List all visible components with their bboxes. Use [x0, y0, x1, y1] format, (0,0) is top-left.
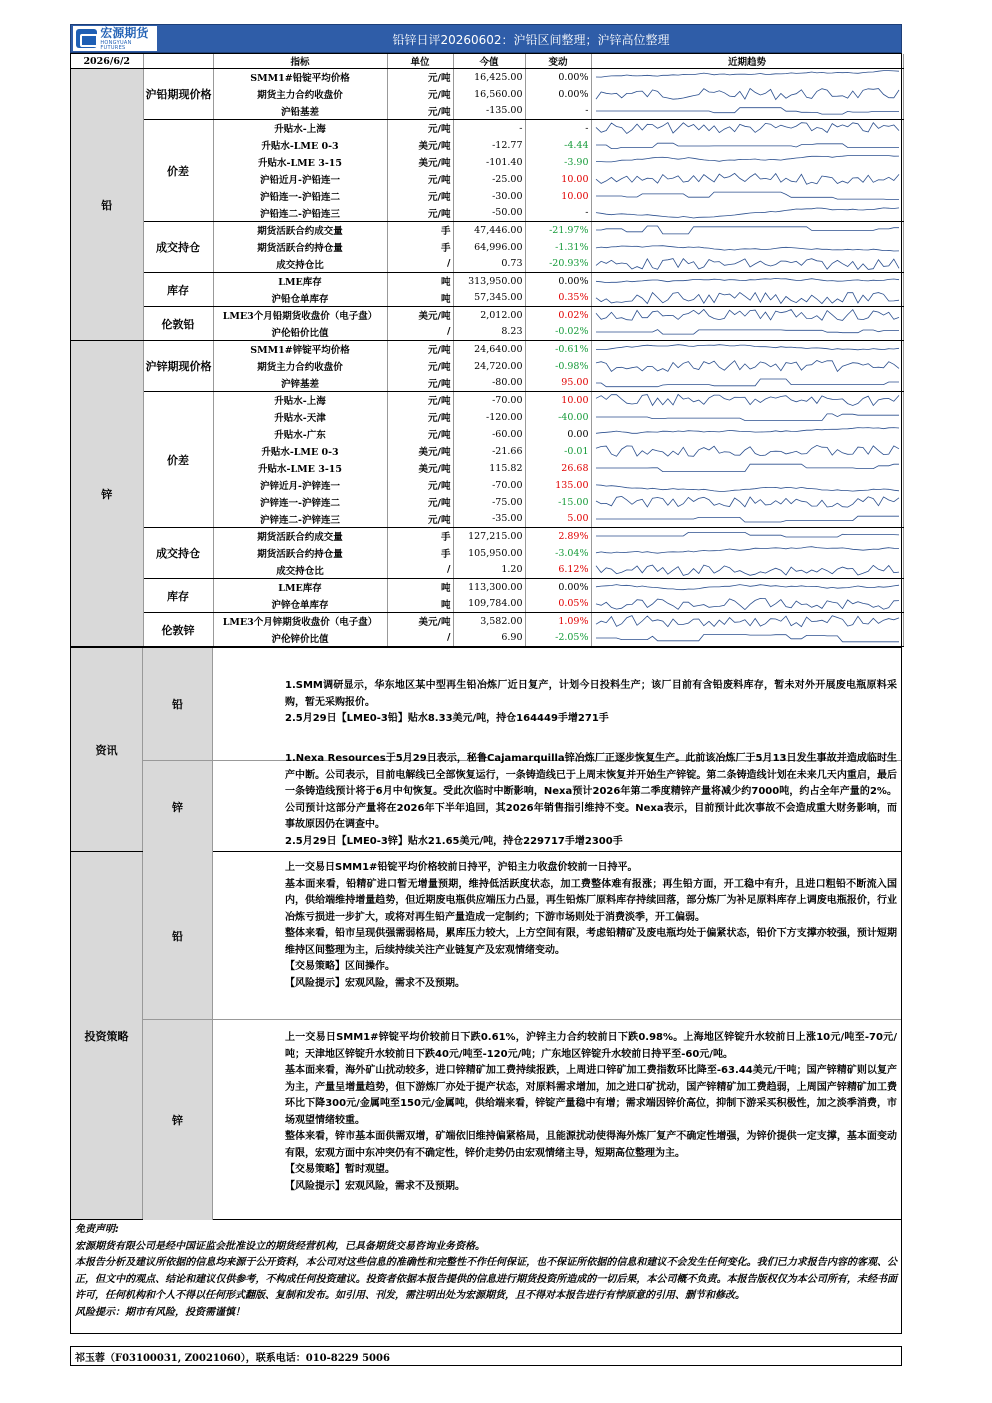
change-value: 0.00% — [525, 579, 591, 596]
unit: 手 — [387, 222, 453, 239]
sparkline-line — [592, 290, 903, 306]
sub-category-label: 库存 — [143, 273, 213, 307]
paragraph: 1.SMM调研显示，华东地区某中型再生铅冶炼厂近日复产，计划今日投料生产；该厂目前有含铅废料库存，暂未对外开展废电瓶原料采购，暂无采购报价。 — [285, 680, 897, 708]
trend-sparkline — [591, 273, 903, 290]
change-value: 10.00 — [525, 188, 591, 205]
change-value: 0.00% — [525, 273, 591, 290]
today-value: -21.66 — [453, 443, 525, 460]
today-value: -120.00 — [453, 409, 525, 426]
table-row — [71, 273, 903, 290]
trend-sparkline — [591, 528, 903, 545]
today-value: -135.00 — [453, 103, 525, 120]
paragraph: 【交易策略】暂时观望。 — [285, 1164, 395, 1175]
column-trend: 近期趋势 — [591, 54, 903, 69]
sparkline-line — [592, 630, 903, 646]
analyst-contact: 祁玉蓉（F03100031, Z0021060），联系电话：010-8229 5006 — [70, 1346, 902, 1366]
change-value: 0.05% — [525, 596, 591, 613]
change-value: -3.90 — [525, 154, 591, 171]
unit: 元/吨 — [387, 392, 453, 409]
indicator-name: 升贴水-天津 — [213, 409, 387, 426]
trend-sparkline — [591, 477, 903, 494]
change-value: -40.00 — [525, 409, 591, 426]
today-value: 1.20 — [453, 562, 525, 579]
change-value: 6.12% — [525, 562, 591, 579]
indicator-name: 沪铅近月-沪铅连一 — [213, 171, 387, 188]
unit: 元/吨 — [387, 477, 453, 494]
change-value: -0.61% — [525, 341, 591, 358]
paragraph: 【风险提示】宏观风险，需求不及预期。 — [285, 977, 465, 989]
news-label: 资讯 — [71, 648, 143, 851]
indicator-name: 期货主力合约收盘价 — [213, 358, 387, 375]
trend-sparkline — [591, 358, 903, 375]
sparkline-line — [592, 307, 903, 323]
today-value: -35.00 — [453, 511, 525, 528]
unit: 元/吨 — [387, 511, 453, 528]
unit: 元/吨 — [387, 341, 453, 358]
change-value: 135.00 — [525, 477, 591, 494]
sparkline-line — [592, 579, 903, 595]
lead-group-label: 铅 — [71, 69, 143, 341]
news-lead-text — [213, 648, 901, 760]
indicator-name: 沪锌连一-沪锌连二 — [213, 494, 387, 511]
sparkline-line — [592, 596, 903, 612]
trend-sparkline — [591, 579, 903, 596]
today-value: 313,950.00 — [453, 273, 525, 290]
indicator-name: SMM1#铅锭平均价格 — [213, 69, 387, 86]
change-value: 0.00 — [525, 426, 591, 443]
indicator-name: 期货主力合约收盘价 — [213, 86, 387, 103]
indicator-name: 期货活跃合约持仓量 — [213, 239, 387, 256]
today-value: 2,012.00 — [453, 307, 525, 324]
indicator-name: 升贴水-上海 — [213, 392, 387, 409]
sparkline-line — [592, 137, 903, 153]
change-value: -0.02% — [525, 324, 591, 341]
sparkline-line — [592, 171, 903, 187]
indicator-name: 沪铅连二-沪铅连三 — [213, 205, 387, 222]
today-value: 8.23 — [453, 324, 525, 341]
paragraph: 上一交易日SMM1#铅锭平均价格较前日持平，沪铅主力收盘价较前一日持平。 — [285, 862, 638, 873]
zinc-group-label: 锌 — [71, 341, 143, 647]
indicator-name: 沪锌基差 — [213, 375, 387, 392]
news-lead — [143, 648, 901, 761]
paragraph: 【风险提示】宏观风险，需求不及预期。 — [285, 1180, 465, 1192]
trend-sparkline — [591, 409, 903, 426]
trend-sparkline — [591, 137, 903, 154]
sparkline-line — [592, 443, 903, 459]
strategy-zinc — [143, 1020, 901, 1220]
change-value: 26.68 — [525, 460, 591, 477]
sub-category-label: 成交持仓 — [143, 528, 213, 579]
indicator-name: 成交持仓比 — [213, 562, 387, 579]
indicator-name: 升贴水-LME 3-15 — [213, 154, 387, 171]
trend-sparkline — [591, 460, 903, 477]
table-row — [71, 613, 903, 630]
column-today: 今值 — [453, 54, 525, 69]
change-value: - — [525, 205, 591, 222]
change-value: 5.00 — [525, 511, 591, 528]
trend-sparkline — [591, 596, 903, 613]
unit: 元/吨 — [387, 103, 453, 120]
trend-sparkline — [591, 613, 903, 630]
unit: 吨 — [387, 579, 453, 596]
trend-sparkline — [591, 239, 903, 256]
indicator-name: LME库存 — [213, 579, 387, 596]
sparkline-line — [592, 358, 903, 374]
sparkline-line — [592, 120, 903, 136]
today-value: -75.00 — [453, 494, 525, 511]
paragraph: 本报告分析及建议所依据的信息均来源于公开资料，本公司对这些信息的准确性和完整性不作任何保证，也不保证所依据的信息和建议不会发生任何变化。我们已力求报告内容的客观、公正，但文中的观点、结论和建议仅供参考，不构成任何投资建议。投资者依据本报告提供的信息进行期货投资所造成的一切后果，本公司概不负责。本报告版权仅为本公司所有，未经书面许可，任何机构和个人不得以任何形式翻版、复制和发布。如引用、刊发，需注明出处为宏源期货，且不得对本报告进行有悖原意的引用、删节和修改。 — [75, 1257, 897, 1301]
indicator-name: 沪锌近月-沪锌连一 — [213, 477, 387, 494]
column-indicator: 指标 — [213, 54, 387, 69]
strategy-section — [70, 852, 902, 1220]
sparkline-line — [592, 69, 903, 85]
unit: / — [387, 324, 453, 341]
table-header-row — [71, 54, 903, 69]
sparkline-line — [592, 511, 903, 527]
strategy-lead-text — [213, 852, 901, 1019]
today-value: -70.00 — [453, 477, 525, 494]
unit: 元/吨 — [387, 358, 453, 375]
sub-category-label: 沪锌期现价格 — [143, 341, 213, 392]
sparkline-line — [592, 273, 903, 289]
unit: 元/吨 — [387, 69, 453, 86]
sparkline-line — [592, 494, 903, 510]
indicator-name: 沪锌连二-沪锌连三 — [213, 511, 387, 528]
unit: 元/吨 — [387, 375, 453, 392]
sparkline-line — [592, 460, 903, 476]
unit: 手 — [387, 528, 453, 545]
trend-sparkline — [591, 511, 903, 528]
trend-sparkline — [591, 630, 903, 647]
paragraph: 1.Nexa Resources于5月29日表示，秘鲁Cajamarquilla锌冶炼厂正逐步恢复生产。此前该冶炼厂于5月13日发生事故并造成临时生产中断。公司表示，目前电解线已全部恢复运行，一条铸造线已于上周末恢复并开始生产锌锭。第二条铸造线计划在未来几天内重启，最后一条铸造线预计将于6月中旬恢复。受此次临时中断影响，Nexa预计2026年第二季度精锌产量将减少约7000吨，约占全年产量的2%。公司预计这部分产量将在2026年下半年追回，其2026年销售指引维持不变。Nexa表示，目前预计此次事故不会造成重大财务影响，而事故原因仍在调查中。 — [285, 753, 897, 830]
today-value: 127,215.00 — [453, 528, 525, 545]
today-value: 47,446.00 — [453, 222, 525, 239]
strategy-zinc-text — [213, 1020, 901, 1220]
trend-sparkline — [591, 154, 903, 171]
table-row — [71, 392, 903, 409]
today-value: -30.00 — [453, 188, 525, 205]
unit: 美元/吨 — [387, 443, 453, 460]
trend-sparkline — [591, 171, 903, 188]
paragraph: 2.5月29日【LME0-3铅】贴水8.33美元/吨，持仓164449手增271手 — [285, 713, 609, 724]
change-value: 2.89% — [525, 528, 591, 545]
unit: / — [387, 256, 453, 273]
news-lead-label: 铅 — [143, 648, 213, 760]
today-value: -101.40 — [453, 154, 525, 171]
trend-sparkline — [591, 86, 903, 103]
today-value: -70.00 — [453, 392, 525, 409]
indicator-name: 成交持仓比 — [213, 256, 387, 273]
today-value: -12.77 — [453, 137, 525, 154]
indicator-name: LME3个月锌期货收盘价（电子盘） — [213, 613, 387, 630]
unit: 元/吨 — [387, 494, 453, 511]
unit: 吨 — [387, 596, 453, 613]
sparkline-line — [592, 86, 903, 102]
strategy-label: 投资策略 — [71, 852, 143, 1219]
report-header — [70, 24, 902, 53]
sparkline-line — [592, 375, 903, 391]
indicator-name: 升贴水-上海 — [213, 120, 387, 137]
indicator-name: 升贴水-LME 0-3 — [213, 443, 387, 460]
paragraph: 2.5月29日【LME0-3锌】贴水21.65美元/吨，持仓229717手增2300手 — [285, 835, 623, 847]
today-value: -25.00 — [453, 171, 525, 188]
paragraph: 上一交易日SMM1#锌锭平均价较前日下跌0.61%，沪锌主力合约较前日下跌0.98%。上海地区锌锭升水较前日上涨10元/吨至-70元/吨；天津地区锌锭升水较前日下跌40元/吨至-120元/吨；广东地区锌锭升水较前日持平至-60元/吨。 — [285, 1032, 897, 1060]
trend-sparkline — [591, 69, 903, 86]
today-value: 24,640.00 — [453, 341, 525, 358]
change-value: -2.05% — [525, 630, 591, 647]
trend-sparkline — [591, 103, 903, 120]
change-value: 10.00 — [525, 392, 591, 409]
sparkline-line — [592, 256, 903, 272]
indicator-name: 期货活跃合约持仓量 — [213, 545, 387, 562]
indicator-name: SMM1#锌锭平均价格 — [213, 341, 387, 358]
trend-sparkline — [591, 222, 903, 239]
column-change: 变动 — [525, 54, 591, 69]
change-value: 10.00 — [525, 171, 591, 188]
report-title: 铅锌日评20260602：沪铅区间整理；沪锌高位整理 — [392, 33, 670, 47]
table-row — [71, 341, 903, 358]
sparkline-line — [592, 324, 903, 340]
unit: 元/吨 — [387, 205, 453, 222]
today-value: 3,582.00 — [453, 613, 525, 630]
sub-category-label: 价差 — [143, 392, 213, 528]
indicator-name: 沪锌仓单库存 — [213, 596, 387, 613]
disclaimer-title: 免责声明: — [75, 1224, 119, 1235]
sparkline-line — [592, 409, 903, 425]
price-table — [70, 53, 902, 648]
unit: 元/吨 — [387, 86, 453, 103]
sub-category-label: 伦敦锌 — [143, 613, 213, 647]
unit: 美元/吨 — [387, 613, 453, 630]
unit: 元/吨 — [387, 188, 453, 205]
change-value: -0.01 — [525, 443, 591, 460]
change-value: 0.00% — [525, 69, 591, 86]
trend-sparkline — [591, 341, 903, 358]
trend-sparkline — [591, 324, 903, 341]
unit: 元/吨 — [387, 426, 453, 443]
today-value: 24,720.00 — [453, 358, 525, 375]
today-value: -60.00 — [453, 426, 525, 443]
today-value: 6.90 — [453, 630, 525, 647]
paragraph: 整体来看，锌市基本面供需双增，矿端依旧维持偏紧格局，且能源扰动使得海外炼厂复产不确定性增强，为锌价提供一定支撑，基本面变动有限，宏观方面中东冲突仍有不确定性，锌价走势仍由宏观情绪主导，短期高位整理为主。 — [285, 1131, 897, 1159]
indicator-name: LME库存 — [213, 273, 387, 290]
trend-sparkline — [591, 426, 903, 443]
table-row — [71, 69, 903, 86]
sparkline-line — [592, 222, 903, 238]
unit: 元/吨 — [387, 171, 453, 188]
sub-category-label: 库存 — [143, 579, 213, 613]
company-logo — [73, 26, 157, 51]
today-value: - — [453, 120, 525, 137]
today-value: 0.73 — [453, 256, 525, 273]
indicator-name: 期货活跃合约成交量 — [213, 222, 387, 239]
unit: 手 — [387, 239, 453, 256]
news-section — [70, 648, 902, 852]
trend-sparkline — [591, 494, 903, 511]
change-value: 95.00 — [525, 375, 591, 392]
unit: 美元/吨 — [387, 137, 453, 154]
logo-english-name: HONGYUAN FUTURES — [100, 39, 132, 51]
change-value: -20.93% — [525, 256, 591, 273]
sub-category-label: 价差 — [143, 120, 213, 222]
trend-sparkline — [591, 562, 903, 579]
today-value: 16,560.00 — [453, 86, 525, 103]
change-value: -1.31% — [525, 239, 591, 256]
indicator-name: 升贴水-LME 0-3 — [213, 137, 387, 154]
change-value: 0.00% — [525, 86, 591, 103]
today-value: 64,996.00 — [453, 239, 525, 256]
sparkline-line — [592, 341, 903, 357]
sub-category-label: 伦敦铅 — [143, 307, 213, 341]
today-value: 109,784.00 — [453, 596, 525, 613]
trend-sparkline — [591, 375, 903, 392]
today-value: -50.00 — [453, 205, 525, 222]
unit: 元/吨 — [387, 409, 453, 426]
report-date: 2026/6/2 — [71, 54, 143, 69]
sub-category-label: 成交持仓 — [143, 222, 213, 273]
indicator-name: 沪铅仓单库存 — [213, 290, 387, 307]
change-value: 0.02% — [525, 307, 591, 324]
indicator-name: 期货活跃合约成交量 — [213, 528, 387, 545]
disclaimer — [70, 1220, 902, 1334]
table-row — [71, 222, 903, 239]
sparkline-line — [592, 545, 903, 561]
change-value: -3.04% — [525, 545, 591, 562]
sparkline-line — [592, 205, 903, 221]
change-value: -21.97% — [525, 222, 591, 239]
table-row — [71, 579, 903, 596]
sparkline-line — [592, 392, 903, 408]
indicator-name: 沪铅基差 — [213, 103, 387, 120]
change-value: -0.98% — [525, 358, 591, 375]
today-value: -80.00 — [453, 375, 525, 392]
trend-sparkline — [591, 545, 903, 562]
change-value: -15.00 — [525, 494, 591, 511]
unit: 美元/吨 — [387, 307, 453, 324]
sparkline-line — [592, 426, 903, 442]
today-value: 105,950.00 — [453, 545, 525, 562]
indicator-name: 沪伦锌价比值 — [213, 630, 387, 647]
table-row — [71, 528, 903, 545]
indicator-name: LME3个月铅期货收盘价（电子盘） — [213, 307, 387, 324]
paragraph: 整体来看，铅市呈现供强需弱格局，累库压力较大，上方空间有限，考虑铅精矿及废电瓶均处于偏紧状态，铅价下方支撑亦较强，预计短期维持区间整理为主，后续持续关注产业链复产及宏观情绪变动。 — [285, 928, 897, 956]
change-value: -4.44 — [525, 137, 591, 154]
today-value: 57,345.00 — [453, 290, 525, 307]
table-row — [71, 120, 903, 137]
unit: / — [387, 562, 453, 579]
sparkline-line — [592, 154, 903, 170]
trend-sparkline — [591, 256, 903, 273]
trend-sparkline — [591, 120, 903, 137]
unit: 美元/吨 — [387, 154, 453, 171]
indicator-name: 沪伦铅价比值 — [213, 324, 387, 341]
paragraph: 基本面来看，海外矿山扰动较多，进口锌精矿加工费持续报跌，上周进口锌矿加工费指数环比降至-63.44美元/干吨；国产锌精矿则以复产为主，产量呈增量趋势，但下游炼厂亦处于提产状态，对原料需求增加，加之进口矿扰动，国产锌精矿加工费趋弱，上周国产锌精矿加工费环比下降300元/金属吨至150元/金属吨，供给端来看，锌锭产量稳中有增；需求端因锌价高位，抑制下游采买积极性，加之淡季消费，市场观望情绪较重。 — [285, 1065, 897, 1126]
unit: 美元/吨 — [387, 460, 453, 477]
change-value: 1.09% — [525, 613, 591, 630]
news-zinc-label: 锌 — [143, 761, 213, 852]
sparkline-line — [592, 188, 903, 204]
sparkline-line — [592, 239, 903, 255]
sparkline-line — [592, 528, 903, 544]
column-unit: 单位 — [387, 54, 453, 69]
trend-sparkline — [591, 205, 903, 222]
trend-sparkline — [591, 443, 903, 460]
logo-icon — [76, 29, 97, 48]
strategy-lead-label: 铅 — [143, 852, 213, 1019]
sparkline-line — [592, 103, 903, 119]
news-zinc — [143, 753, 901, 852]
sparkline-line — [592, 613, 903, 629]
today-value: 113,300.00 — [453, 579, 525, 596]
indicator-name: 升贴水-LME 3-15 — [213, 460, 387, 477]
indicator-name: 沪铅连一-沪铅连二 — [213, 188, 387, 205]
trend-sparkline — [591, 290, 903, 307]
unit: 吨 — [387, 290, 453, 307]
sparkline-line — [592, 477, 903, 493]
unit: 元/吨 — [387, 120, 453, 137]
trend-sparkline — [591, 392, 903, 409]
strategy-zinc-label: 锌 — [143, 1020, 213, 1220]
news-zinc-text — [213, 751, 901, 852]
sub-category-label: 沪铅期现价格 — [143, 69, 213, 120]
change-value: - — [525, 103, 591, 120]
logo-name: 宏源期货 — [100, 25, 149, 40]
today-value: 115.82 — [453, 460, 525, 477]
paragraph: 宏源期货有限公司是经中国证监会批准设立的期货经营机构，已具备期货交易咨询业务资格。 — [75, 1240, 485, 1252]
sparkline-line — [592, 562, 903, 578]
paragraph: 【交易策略】区间操作。 — [285, 961, 395, 972]
indicator-name: 升贴水-广东 — [213, 426, 387, 443]
today-value: 16,425.00 — [453, 69, 525, 86]
paragraph: 风险提示：期市有风险，投资需谨慎！ — [75, 1306, 245, 1318]
unit: / — [387, 630, 453, 647]
unit: 手 — [387, 545, 453, 562]
table-row — [71, 307, 903, 324]
trend-sparkline — [591, 307, 903, 324]
unit: 吨 — [387, 273, 453, 290]
change-value: 0.35% — [525, 290, 591, 307]
change-value: - — [525, 120, 591, 137]
trend-sparkline — [591, 188, 903, 205]
paragraph: 基本面来看，铅精矿进口暂无增量预期，维持低活跃度状态，加工费整体难有报涨；再生铅方面，开工稳中有升，且进口粗铅不断流入国内，供给端维持增量趋势，但近期废电瓶供应端压力凸显，再生铅炼厂原料库存持续回落，部分炼厂为补足原料库存上调废电瓶报价，行业冶炼亏损进一步扩大，或将对再生铅产量造成一定制约；下游市场则处于消费淡季，开工偏弱。 — [285, 878, 897, 923]
strategy-lead — [143, 852, 901, 1020]
